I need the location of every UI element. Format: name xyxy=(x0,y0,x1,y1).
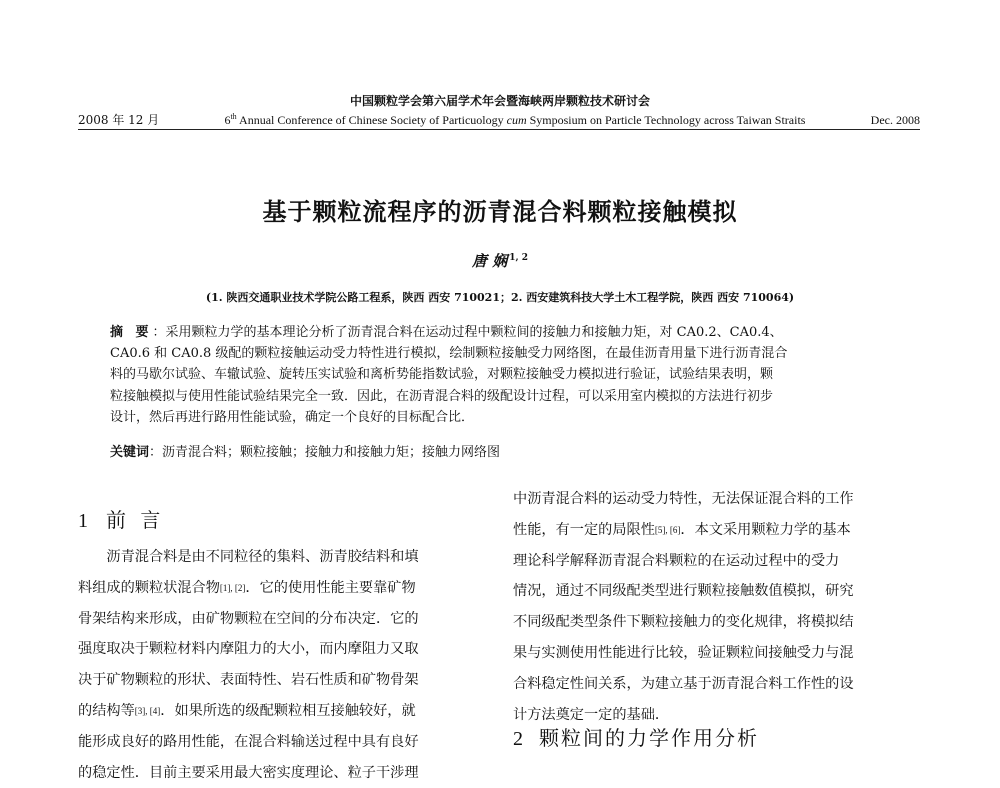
body-line: 强度取决于颗粒材料内摩阻力的大小，而内摩阻力又取 xyxy=(78,641,419,658)
section-heading-2: 2 颗粒间的力学作用分析 xyxy=(513,726,759,750)
right-column-text xyxy=(513,484,921,730)
body-line: 合料稳定性间关系，为建立基于沥青混合料工作性的设 xyxy=(513,675,854,692)
author: 唐 娴 $^{1, 2}$ xyxy=(471,252,529,270)
body-line: 果与实测使用性能进行比较，验证颗粒间接触受力与混 xyxy=(513,644,854,661)
keywords-label: 关键词 xyxy=(110,445,150,460)
abstract xyxy=(110,322,910,428)
abstract-line: CA0.6 和 CA0.8 级配的颗粒接触运动受力特性进行模拟，绘制颗粒接触受力网络图，在最佳沥青用量下进行沥青混合 xyxy=(110,346,788,362)
abstract-line: 摘 要：采用颗粒力学的基本理论分析了沥青混合料在运动过程中颗粒间的接触力和接触力矩，对 CA0.2、CA0.4、 xyxy=(110,325,783,340)
body-line: 料组成的颗粒状混合物[1], [2]．它的使用性能主要靠矿物 xyxy=(78,579,416,596)
body-line: 中沥青混合料的运动受力特性，无法保证混合料的工作 xyxy=(513,491,854,507)
body-line: 决于矿物颗粒的形状、表面特性、岩石性质和矿物骨架 xyxy=(78,672,419,689)
abstract-line: 料的马歇尔试验、车辙试验、旋转压实试验和离析势能指数试验，对颗粒接触受力模拟进行验证，试验结果表明，颗 xyxy=(110,367,774,383)
keywords: 关键词：沥青混合料；颗粒接触；接触力和接触力矩；接触力网络图 xyxy=(110,445,501,460)
abstract-line: 粒接触模拟与使用性能试验结果完全一致．因此，在沥青混合料的级配设计过程，可以采用室内模拟的方法进行初步 xyxy=(110,388,774,404)
running-header-conference-cn: 中国颗粒学会第六届学术年会暨海峡两岸颗粒技术研讨会 xyxy=(349,94,650,108)
affiliation: (1. 陕西交通职业技术学院公路工程系，陕西 西安 710021；2. 西安建筑科技大学土木工程学院，陕西 西安 710064) xyxy=(205,291,795,304)
body-line: 理论科学解释沥青混合料颗粒的在运动过程中的受力 xyxy=(513,552,840,569)
body-line: 计方法奠定一定的基础． xyxy=(513,706,670,723)
body-line: 的稳定性．目前主要采用最大密实度理论、粒子干涉理 xyxy=(78,764,419,781)
abstract-label: 摘 要 xyxy=(110,325,153,340)
abstract-line: 设计，然后再进行路用性能试验，确定一个良好的目标配合比． xyxy=(110,409,475,425)
section-heading-1: 1 前 言 xyxy=(78,508,165,532)
running-header-date-en: Dec. 2008 xyxy=(870,113,920,127)
paper-title: 基于颗粒流程序的沥青混合料颗粒接触模拟 xyxy=(262,197,738,226)
header-rule xyxy=(78,129,920,130)
citation: [1], [2] xyxy=(219,582,246,593)
citation: [3], [4] xyxy=(134,705,161,716)
running-header-conference-en: 6th Annual Conference of Chinese Society of Particuology cum Symposium on Particle Technology across Taiwan Straits xyxy=(224,112,806,127)
left-column-text xyxy=(78,542,480,788)
citation: [5], [6] xyxy=(654,524,681,535)
running-header-row xyxy=(78,110,920,128)
body-line: 能形成良好的路用性能，在混合料输送过程中具有良好 xyxy=(78,733,419,750)
body-line: 不同级配类型条件下颗粒接触力的变化规律，将模拟结 xyxy=(513,614,854,631)
body-line: 沥青混合料是由不同粒径的集料、沥青胶结料和填 xyxy=(106,549,419,565)
body-line: 骨架结构来形成，由矿物颗粒在空间的分布决定．它的 xyxy=(78,610,419,627)
body-line: 情况，通过不同级配类型进行颗粒接触数值模拟，研究 xyxy=(513,583,854,600)
running-header-date-cn: 2008 年 12 月 xyxy=(78,113,160,127)
body-line: 性能，有一定的局限性[5], [6]．本文采用颗粒力学的基本 xyxy=(513,521,851,538)
body-line: 的结构等[3], [4]．如果所选的级配颗粒相互接触较好，就 xyxy=(78,702,416,719)
